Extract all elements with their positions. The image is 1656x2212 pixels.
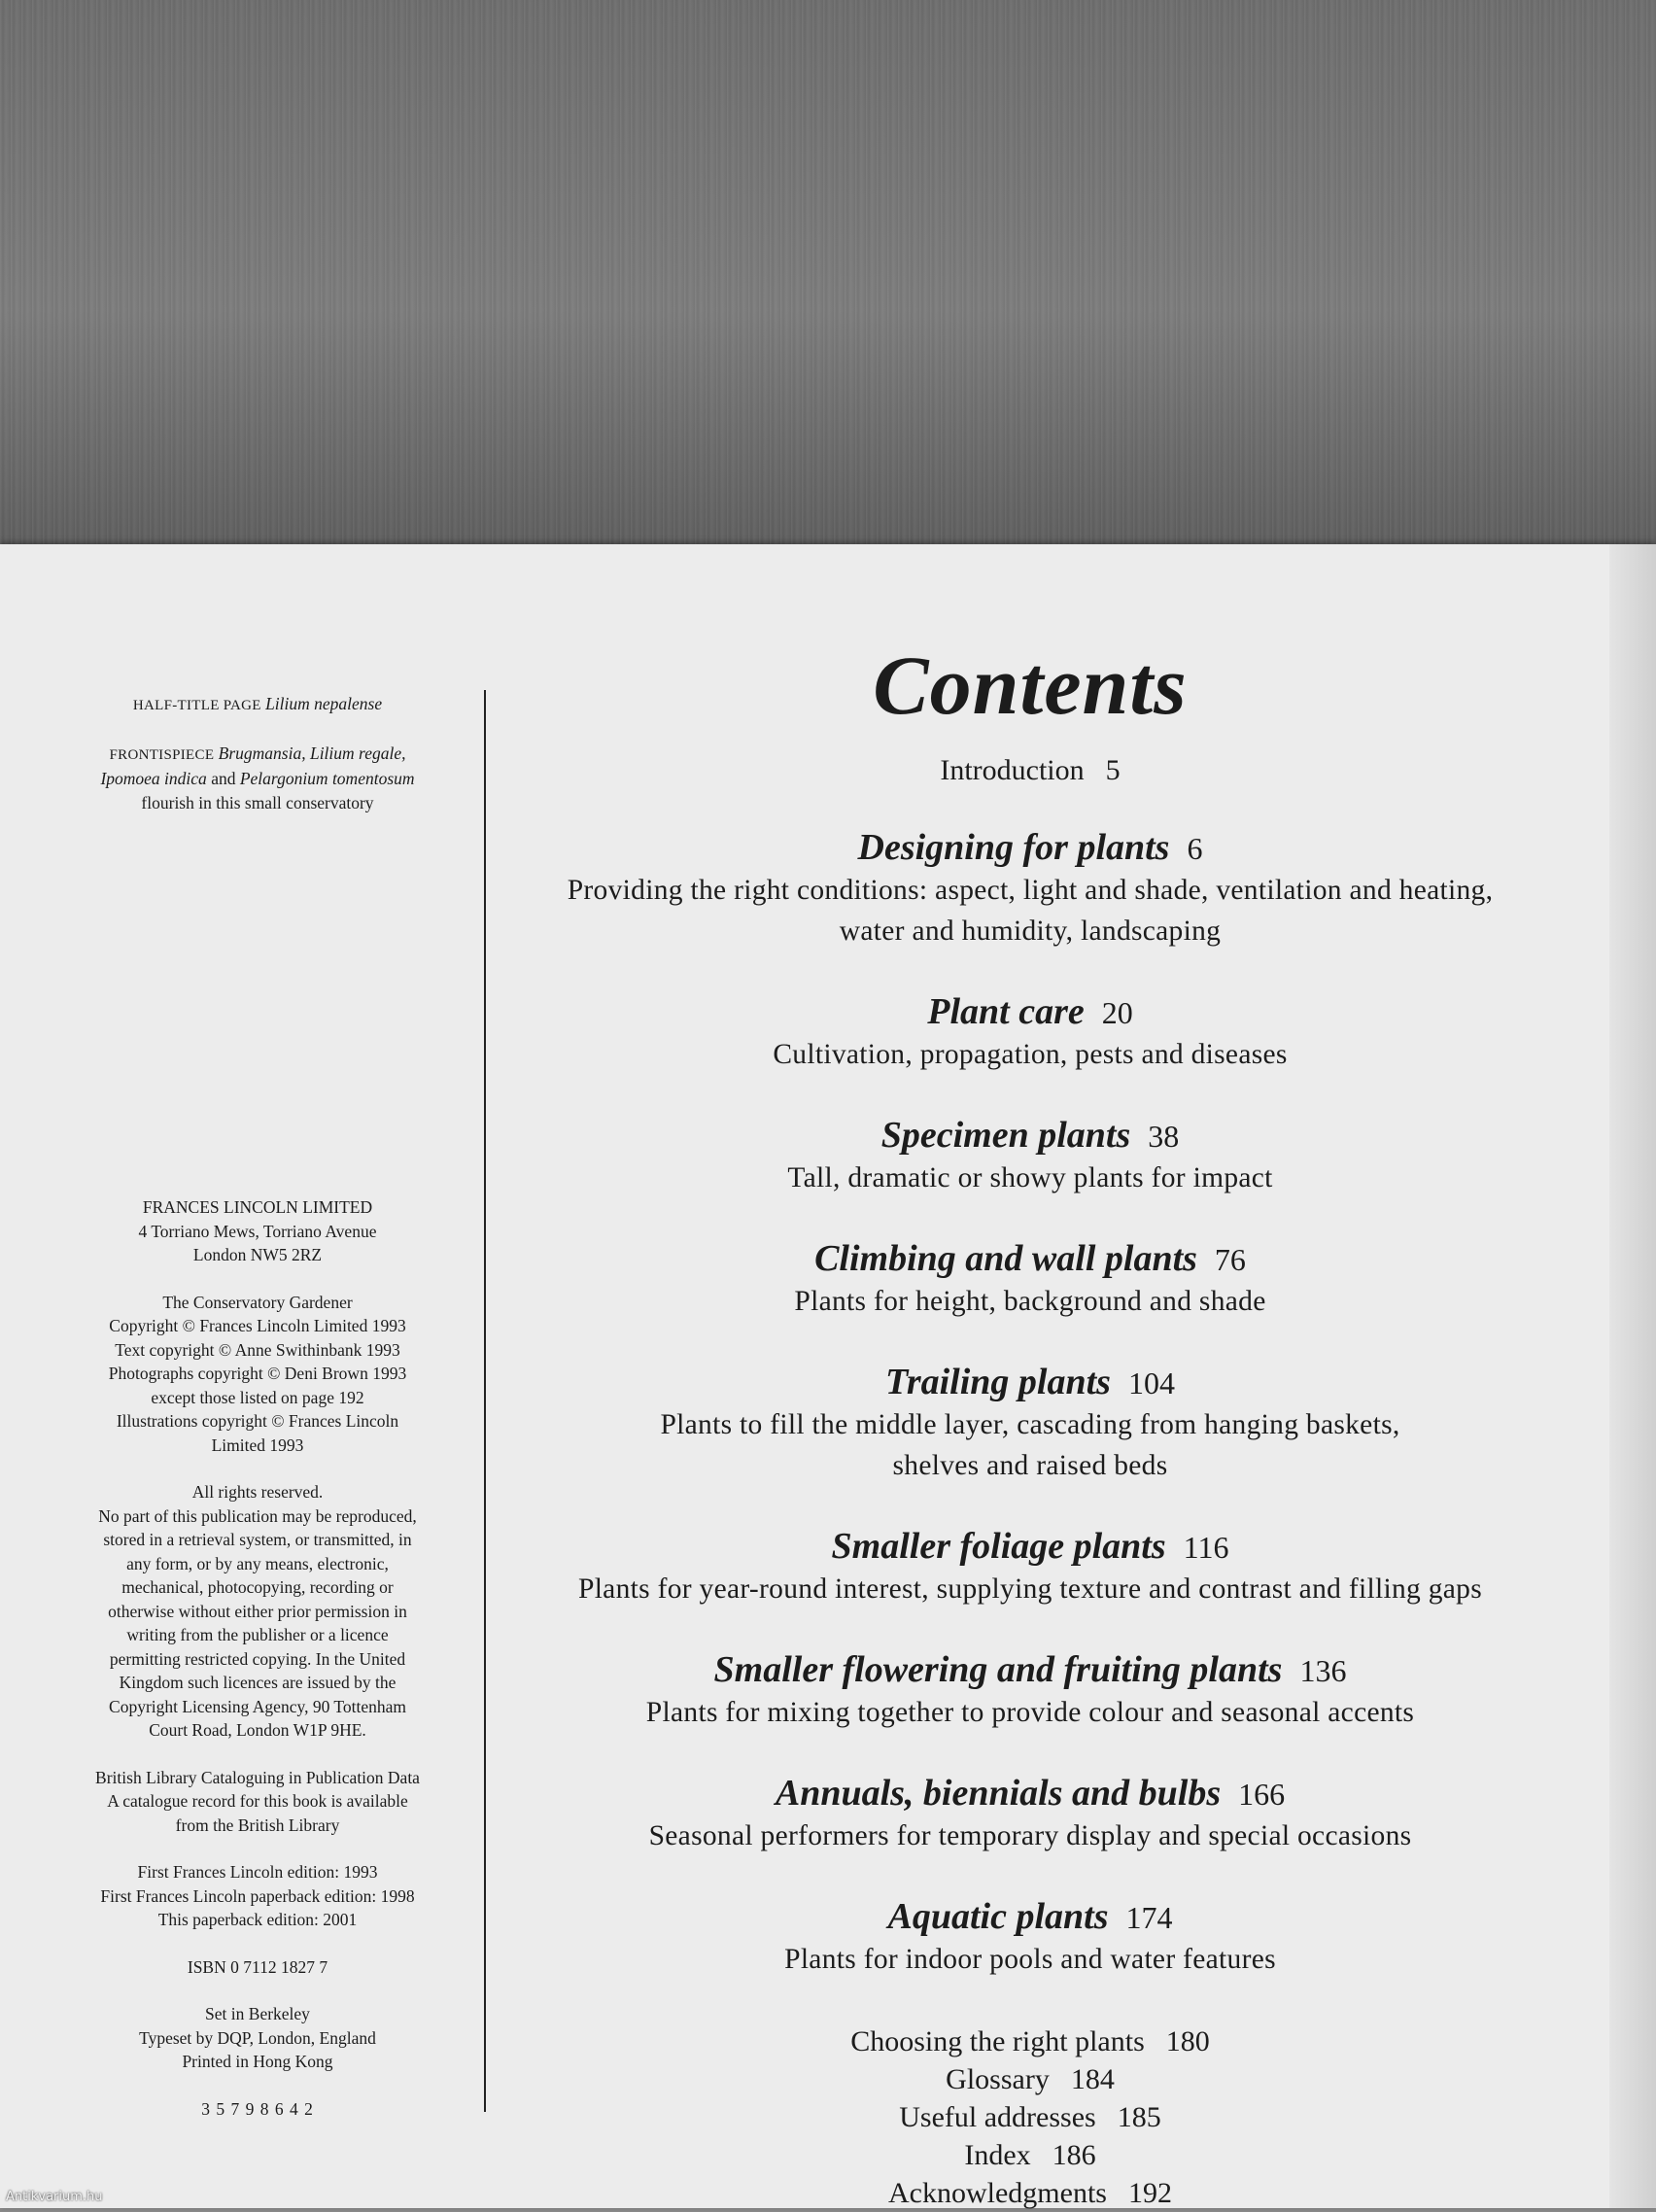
frontispiece-line3: flourish in this small conservatory xyxy=(141,792,374,812)
chapter-entry xyxy=(486,1361,1574,1486)
half-title-note xyxy=(68,692,447,718)
rights-block xyxy=(68,1480,447,1743)
back-matter-item xyxy=(486,2136,1574,2174)
back-matter-item xyxy=(486,2022,1574,2060)
typeset-line: Typeset by DQP, London, England xyxy=(139,2027,376,2048)
back-matter-label: Glossary xyxy=(946,2063,1050,2095)
copyright-block xyxy=(68,1291,447,1458)
rights-line: Court Road, London W1P 9HE. xyxy=(149,1720,366,1740)
chapter-page: 6 xyxy=(1187,831,1203,866)
chapter-title: Climbing and wall plants xyxy=(814,1238,1197,1279)
background-surface xyxy=(0,0,1656,564)
edition-line: First Frances Lincoln edition: 1993 xyxy=(137,1862,378,1882)
page-edge xyxy=(1609,544,1656,2208)
rights-line: Kingdom such licences are issued by the xyxy=(119,1673,397,1692)
frontispiece-line2-a: Ipomoea indica xyxy=(100,769,207,788)
frontispiece-line2-b: and xyxy=(211,769,236,788)
chapter-desc: Plants to fill the middle layer, cascading from hanging baskets, xyxy=(660,1409,1400,1440)
chapter-desc: shelves and raised beds xyxy=(892,1450,1168,1481)
chapter-entry xyxy=(486,1525,1574,1609)
publisher-line: 4 Torriano Mews, Torriano Avenue xyxy=(138,1221,377,1241)
chapter-entry xyxy=(486,990,1574,1075)
editions-block xyxy=(68,1860,447,1932)
chapter-entry xyxy=(486,1772,1574,1856)
chapter-title: Aquatic plants xyxy=(887,1896,1109,1937)
copyright-line: Illustrations copyright © Frances Lincoln xyxy=(116,1411,399,1431)
copyright-line: Limited 1993 xyxy=(211,1434,304,1455)
isbn: ISBN 0 7112 1827 7 xyxy=(187,1956,328,1977)
half-title-text: Lilium nepalense xyxy=(265,694,383,713)
back-matter-label: Index xyxy=(964,2139,1031,2171)
publisher-block xyxy=(68,1195,447,1267)
back-matter-page: 186 xyxy=(1052,2139,1096,2171)
contents-column xyxy=(486,632,1574,2212)
isbn-block xyxy=(68,1955,447,1980)
rights-line: No part of this publication may be reproduced, xyxy=(98,1505,417,1526)
chapter-desc: Cultivation, propagation, pests and diseases xyxy=(773,1039,1288,1070)
back-matter-item xyxy=(486,2060,1574,2098)
chapter-title: Designing for plants xyxy=(857,827,1170,868)
chapter-entry xyxy=(486,1114,1574,1198)
back-matter-label: Choosing the right plants xyxy=(850,2025,1145,2057)
frontispiece-line2-c: Pelargonium tomentosum xyxy=(239,769,415,788)
back-matter-label: Acknowledgments xyxy=(888,2177,1107,2209)
rights-line: All rights reserved. xyxy=(191,1482,324,1502)
copyright-line: Text copyright © Anne Swithinbank 1993 xyxy=(115,1339,400,1360)
rights-line: any form, or by any means, electronic, xyxy=(126,1553,389,1573)
chapter-page: 166 xyxy=(1238,1777,1286,1812)
frontispiece-label: FRONTISPIECE xyxy=(109,746,215,763)
chapter-desc: Plants for height, background and shade xyxy=(794,1286,1266,1317)
publisher-line: London NW5 2RZ xyxy=(192,1245,323,1264)
back-matter-label: Useful addresses xyxy=(899,2101,1096,2133)
back-matter-page: 180 xyxy=(1165,2025,1210,2057)
page-title: Contents xyxy=(873,639,1188,732)
edition-line: First Frances Lincoln paperback edition: 1998 xyxy=(100,1885,415,1906)
back-matter-page: 184 xyxy=(1070,2063,1115,2095)
typeset-block xyxy=(68,2002,447,2074)
half-title-label: HALF-TITLE PAGE xyxy=(132,698,261,713)
chapter-desc: water and humidity, landscaping xyxy=(839,916,1222,947)
chapter-title: Smaller flowering and fruiting plants xyxy=(713,1649,1283,1690)
chapter-entry xyxy=(486,1648,1574,1733)
imprint-column xyxy=(68,692,447,2144)
chapter-title: Specimen plants xyxy=(880,1115,1131,1156)
watermark: Antikvarium.hu xyxy=(6,2190,103,2204)
rights-line: stored in a retrieval system, or transmitted, in xyxy=(103,1530,412,1549)
chapter-page: 20 xyxy=(1101,995,1133,1030)
back-matter-item xyxy=(486,2098,1574,2136)
frontispiece-line1: Brugmansia, Lilium regale, xyxy=(218,743,406,763)
chapter-title: Trailing plants xyxy=(885,1362,1111,1402)
intro-entry xyxy=(486,754,1574,787)
chapter-page: 38 xyxy=(1148,1119,1180,1154)
chapter-entry xyxy=(486,1237,1574,1322)
chapter-desc: Seasonal performers for temporary display and special occasions xyxy=(648,1820,1412,1851)
chapter-desc: Plants for year-round interest, supplying texture and contrast and filling gaps xyxy=(577,1573,1483,1605)
rights-line: otherwise without either prior permission in xyxy=(108,1601,407,1621)
back-matter-item xyxy=(486,2174,1574,2212)
chapter-page: 136 xyxy=(1299,1653,1347,1688)
rights-line: writing from the publisher or a licence xyxy=(126,1625,389,1644)
rights-line: permitting restricted copying. In the United xyxy=(109,1648,406,1669)
chapter-desc: Plants for mixing together to provide colour and seasonal accents xyxy=(645,1697,1415,1728)
chapter-page: 104 xyxy=(1127,1365,1175,1400)
cip-block xyxy=(68,1766,447,1838)
copyright-line: The Conservatory Gardener xyxy=(162,1292,353,1312)
copyright-line: Copyright © Frances Lincoln Limited 1993 xyxy=(109,1316,406,1335)
chapter-page: 76 xyxy=(1214,1242,1246,1277)
chapter-title: Plant care xyxy=(927,991,1085,1032)
frontispiece-note xyxy=(68,742,447,815)
back-matter-list xyxy=(486,2022,1574,2212)
back-matter-page: 192 xyxy=(1127,2177,1172,2209)
back-matter-page: 185 xyxy=(1117,2101,1161,2133)
printing-line: 3 5 7 9 8 6 4 2 xyxy=(201,2098,314,2119)
chapter-desc: Plants for indoor pools and water features xyxy=(784,1944,1276,1975)
chapter-page: 174 xyxy=(1125,1900,1173,1935)
chapter-page: 116 xyxy=(1183,1530,1229,1565)
cip-line: British Library Cataloguing in Publication Data xyxy=(95,1767,420,1787)
chapter-title: Smaller foliage plants xyxy=(831,1526,1166,1567)
chapter-title: Annuals, biennials and bulbs xyxy=(775,1773,1222,1814)
cip-line: from the British Library xyxy=(175,1815,340,1835)
copyright-line: Photographs copyright © Deni Brown 1993 xyxy=(108,1364,407,1383)
chapter-entry xyxy=(486,1895,1574,1980)
chapter-desc: Providing the right conditions: aspect, light and shade, ventilation and heating, xyxy=(567,875,1494,906)
typeset-line: Set in Berkeley xyxy=(205,2004,310,2023)
cip-line: A catalogue record for this book is available xyxy=(107,1791,408,1811)
copyright-line: except those listed on page 192 xyxy=(151,1387,364,1407)
intro-label: Introduction xyxy=(940,754,1085,786)
chapter-desc: Tall, dramatic or showy plants for impact xyxy=(787,1162,1273,1193)
printing-line-block xyxy=(68,2097,447,2122)
typeset-line: Printed in Hong Kong xyxy=(182,2052,333,2071)
chapter-entry xyxy=(486,826,1574,951)
publisher-line: FRANCES LINCOLN LIMITED xyxy=(142,1197,373,1217)
edition-line: This paperback edition: 2001 xyxy=(157,1910,358,1929)
rights-line: mechanical, photocopying, recording or xyxy=(121,1577,394,1597)
rights-line: Copyright Licensing Agency, 90 Tottenham xyxy=(109,1696,406,1716)
intro-page: 5 xyxy=(1105,754,1121,786)
